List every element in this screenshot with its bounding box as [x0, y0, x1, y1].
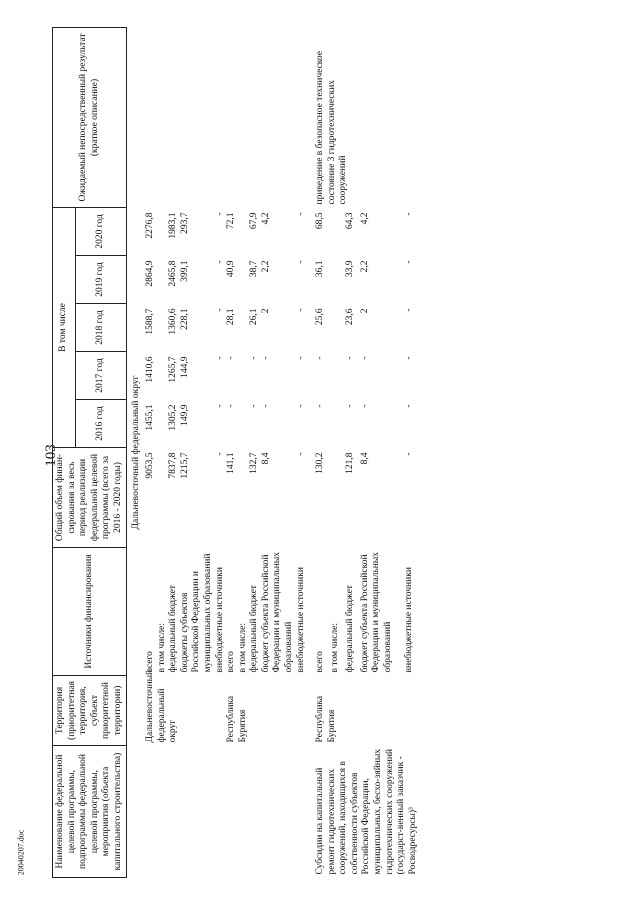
- source-cell: в том числе:: [156, 622, 167, 673]
- value-2016: -: [249, 404, 260, 408]
- value-2020: 4,2: [260, 212, 271, 225]
- value-2019: -: [214, 260, 225, 264]
- value-total: 9053,5: [145, 452, 156, 479]
- value-2018: [330, 304, 345, 352]
- value-total: -: [214, 452, 225, 456]
- value-2019: 36,1: [315, 260, 326, 278]
- source-cell: внебюджетные источники: [214, 567, 225, 673]
- value-total: 141,1: [226, 452, 237, 474]
- value-2019: 2,2: [359, 260, 370, 273]
- territory-name: Республика Бурятия: [226, 695, 248, 743]
- value-total: -: [404, 452, 415, 456]
- value-2016: [157, 400, 169, 448]
- value-2016: 1455,1: [145, 404, 156, 431]
- value-2016: [330, 400, 345, 448]
- value-2020: 1983,1: [168, 212, 179, 239]
- value-2018: 1360,6: [168, 308, 179, 335]
- value-total: 8,4: [260, 452, 271, 465]
- value-2018: -: [214, 308, 225, 312]
- page-number: 103: [42, 444, 59, 467]
- value-2016: -: [404, 404, 415, 408]
- value-2018: 26,1: [249, 308, 260, 326]
- territory-name: Дальневосточный федеральный округ: [145, 669, 179, 743]
- value-2017: 144,9: [179, 356, 190, 378]
- value-2020: 67,9: [249, 212, 260, 230]
- value-2018: -: [404, 308, 415, 312]
- value-2020: 64,3: [344, 212, 355, 230]
- value-2019: 399,1: [179, 260, 190, 282]
- value-2017: -: [295, 356, 306, 360]
- header-territory: Территория (приоритетная территория, субъект приоритетной территории): [53, 676, 127, 746]
- source-cell: бюджеты субъектов Российской Федерации и муниципальных образований: [179, 553, 213, 673]
- value-2019: 40,9: [226, 260, 237, 278]
- value-2016: 149,9: [179, 404, 190, 426]
- header-year-2020: 2020 год: [76, 207, 127, 255]
- table-row: [315, 27, 330, 877]
- value-2016: -: [295, 404, 306, 408]
- value-2016: -: [359, 404, 370, 408]
- value-total: [330, 448, 345, 548]
- value-total: [157, 448, 169, 548]
- value-2020: 72,1: [226, 212, 237, 230]
- value-2017: [157, 352, 169, 400]
- value-2016: -: [226, 404, 237, 408]
- value-total: -: [295, 452, 306, 456]
- value-2016: [238, 400, 250, 448]
- header-year-2019: 2019 год: [76, 256, 127, 304]
- source-cell: федеральный бюджет: [249, 585, 260, 673]
- value-2019: -: [295, 260, 306, 264]
- value-2017: -: [260, 356, 271, 360]
- financing-table: [52, 27, 419, 878]
- value-2020: -: [404, 212, 415, 216]
- value-2018: 28,1: [226, 308, 237, 326]
- value-total: 7837,8: [168, 452, 179, 479]
- source-cell: в том числе:: [237, 622, 248, 673]
- value-2018: 23,6: [344, 308, 355, 326]
- value-2017: -: [404, 356, 415, 360]
- value-total: 8,4: [359, 452, 370, 465]
- value-2019: 33,9: [344, 260, 355, 278]
- measure-name: [145, 746, 157, 878]
- value-total: [238, 448, 250, 548]
- value-2019: -: [404, 260, 415, 264]
- table-header: [53, 27, 127, 877]
- value-2018: -: [295, 308, 306, 312]
- expected-result: [145, 27, 307, 207]
- source-cell: всего: [145, 651, 156, 673]
- header-total: Общий объем финан-сирования за весь период реализации федеральной целевой программы (всего за 2016 - 2020 годы): [53, 448, 127, 548]
- value-2020: 2276,8: [145, 212, 156, 239]
- header-year-2016: 2016 год: [76, 400, 127, 448]
- table-body: [127, 27, 419, 877]
- territory-name: Республика Бурятия: [315, 695, 337, 743]
- value-2019: [157, 256, 169, 304]
- source-cell: федеральный бюджет: [344, 585, 355, 673]
- region-title-row: [127, 27, 145, 877]
- source-cell: бюджет субъекта Российской Федерации и муниципальных образований: [359, 552, 393, 673]
- value-2017: 1265,7: [168, 356, 179, 383]
- value-2019: 2,2: [260, 260, 271, 273]
- value-2020: -: [214, 212, 225, 216]
- value-2020: [238, 207, 250, 255]
- source-cell: внебюджетные источники: [295, 567, 306, 673]
- value-2019: [330, 256, 345, 304]
- rotated-table-container: [52, 28, 634, 878]
- header-result: Ожидаемый непосредственный результат (краткое описание): [53, 27, 127, 207]
- source-cell: всего: [226, 651, 237, 673]
- table-row: [145, 27, 157, 877]
- header-including: В том числе: [53, 207, 76, 447]
- value-2016: -: [214, 404, 225, 408]
- value-2016: -: [315, 404, 326, 408]
- value-2018: 25,6: [315, 308, 326, 326]
- value-2018: 228,1: [179, 308, 190, 330]
- value-2020: [330, 207, 345, 255]
- value-total: 130,2: [315, 452, 326, 474]
- value-2017: -: [359, 356, 370, 360]
- measure-name: Субсидии на капитальный ремонт гидротехнических сооружений, находящихся в собственности субъектов Российской Федерации, муниципальных, бесхо-зяйных гидротехнических сооружений (государст-венный заказчик - Росводресурсы)³: [315, 749, 418, 875]
- source-cell: бюджет субъекта Российской Федерации и муниципальных образований: [260, 552, 294, 673]
- value-2018: 2: [260, 308, 271, 314]
- value-2017: -: [226, 356, 237, 360]
- value-2017: 1410,6: [145, 356, 156, 383]
- value-2019: [238, 256, 250, 304]
- value-2017: -: [214, 356, 225, 360]
- source-cell: в том числе:: [330, 622, 341, 673]
- value-total: 1215,7: [179, 452, 190, 479]
- expected-result: приведение в безопасное техническое состояние 3 гидротехнических сооружений: [315, 50, 349, 205]
- header-name: Наименование федеральной целевой программы, подпрограммы федеральной целевой программы, мероприятия (объекта капитального строительства): [53, 746, 127, 878]
- value-2016: -: [260, 404, 271, 408]
- header-year-2017: 2017 год: [76, 352, 127, 400]
- value-2017: -: [315, 356, 326, 360]
- value-2020: 68,5: [315, 212, 326, 230]
- source-cell: всего: [315, 651, 326, 673]
- file-name-footer: 20040207.doc: [16, 829, 26, 876]
- region-title: Дальневосточный федеральный округ: [131, 375, 142, 530]
- value-2017: [238, 352, 250, 400]
- value-2018: 1588,7: [145, 308, 156, 335]
- value-2020: -: [295, 212, 306, 216]
- value-2020: 4,2: [359, 212, 370, 225]
- value-2018: [238, 304, 250, 352]
- source-cell: федеральный бюджет: [168, 585, 179, 673]
- source-cell: внебюджетные источники: [404, 567, 415, 673]
- value-2017: -: [249, 356, 260, 360]
- value-2019: 2465,8: [168, 260, 179, 287]
- value-2016: 1305,2: [168, 404, 179, 431]
- value-2020: [157, 207, 169, 255]
- spacer-row: [307, 27, 315, 877]
- value-2019: 2864,9: [145, 260, 156, 287]
- value-2018: 2: [359, 308, 370, 314]
- value-2017: [330, 352, 345, 400]
- header-year-2018: 2018 год: [76, 304, 127, 352]
- value-2017: -: [344, 356, 355, 360]
- header-sources: Источники финансирования: [53, 548, 127, 676]
- value-2018: [157, 304, 169, 352]
- value-2020: 293,7: [179, 212, 190, 234]
- value-total: 132,7: [249, 452, 260, 474]
- value-2019: 38,7: [249, 260, 260, 278]
- value-total: 121,8: [344, 452, 355, 474]
- value-2016: -: [344, 404, 355, 408]
